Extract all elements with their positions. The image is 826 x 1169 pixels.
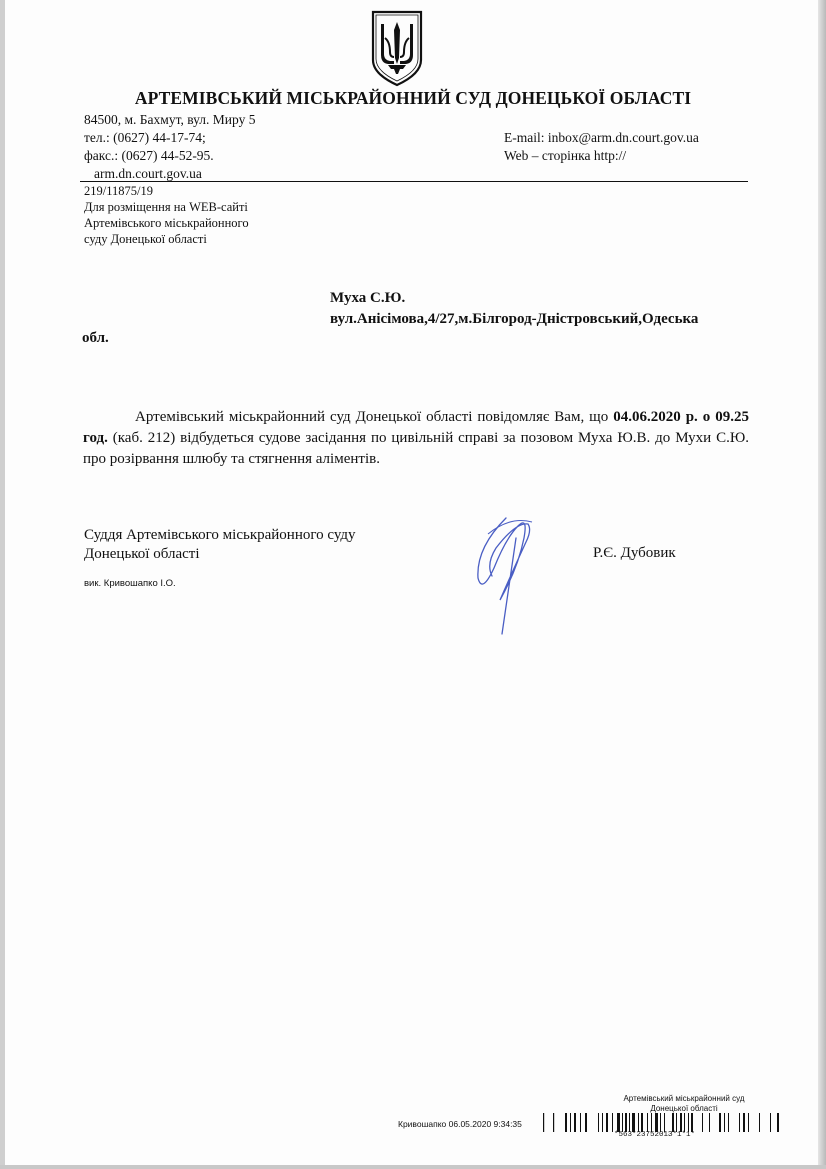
stamp-org-line: Артемівський міськрайонний суд (623, 1094, 745, 1103)
publication-note-line: Для розміщення на WEB-сайті (84, 200, 248, 214)
publication-note-line: Артемівського міськрайонного (84, 216, 249, 230)
court-title: АРТЕМІВСЬКИЙ МІСЬКРАЙОННИЙ СУД ДОНЕЦЬКОЇ ОБЛАСТІ (134, 88, 692, 108)
notice-text: Артемівський міськрайонний суд Донецької області повідомляє Вам, що (135, 409, 614, 425)
court-email: E-mail: inbox@arm.dn.court.gov.ua (504, 130, 699, 145)
coat-of-arms-icon (368, 8, 426, 88)
scan-right-edge (818, 0, 826, 1169)
court-address: 84500, м. Бахмут, вул. Миру 5 (84, 112, 256, 127)
hearing-datetime: 04.06.2020 р. о 09.25 год. (83, 409, 749, 446)
stamp-user-datetime: Кривошапко 06.05.2020 9:34:35 (398, 1119, 522, 1129)
scan-bottom-edge (0, 1165, 826, 1169)
judge-name: Р.Є. Дубовик (593, 545, 676, 561)
executor-name: вик. Кривошапко І.О. (84, 578, 176, 589)
notice-text: (каб. 212) відбудеться судове засідання по цивільній справі за позовом Муха Ю.В. до Мухи С.Ю. про розірвання шлюбу та стягнення аліментів. (83, 430, 749, 467)
judge-title-line: Донецької області (84, 546, 200, 562)
judge-title (84, 526, 356, 564)
stamp-org-line: Донецької області (650, 1104, 718, 1113)
judge-title-line: Суддя Артемівського міськрайонного суду (84, 527, 356, 543)
court-contacts-left (84, 111, 255, 183)
barcode-icon (543, 1113, 783, 1132)
recipient-address: вул.Анісімова,4/27,м.Білгород-Дністровський,Одеська (330, 311, 699, 327)
registration-stamp-org (594, 1094, 774, 1114)
recipient-name: Муха С.Ю. (330, 290, 406, 306)
notice-body (83, 407, 749, 470)
court-phone: тел.: (0627) 44-17-74; (84, 130, 206, 145)
barcode-code: *563*2375201З*1*1* (614, 1131, 696, 1139)
header-divider (80, 181, 748, 182)
court-web: Web – сторінка http:// (504, 148, 627, 163)
case-number: 219/11875/19 (84, 184, 153, 198)
scan-left-edge (0, 0, 5, 1169)
court-contacts-right (504, 129, 699, 165)
handwritten-signature (466, 508, 540, 636)
registration-block (84, 183, 249, 247)
recipient-address-continued: обл. (82, 330, 109, 346)
court-web-continued: arm.dn.court.gov.ua (94, 166, 202, 181)
publication-note-line: суду Донецької області (84, 232, 207, 246)
court-fax: факс.: (0627) 44-52-95. (84, 148, 214, 163)
